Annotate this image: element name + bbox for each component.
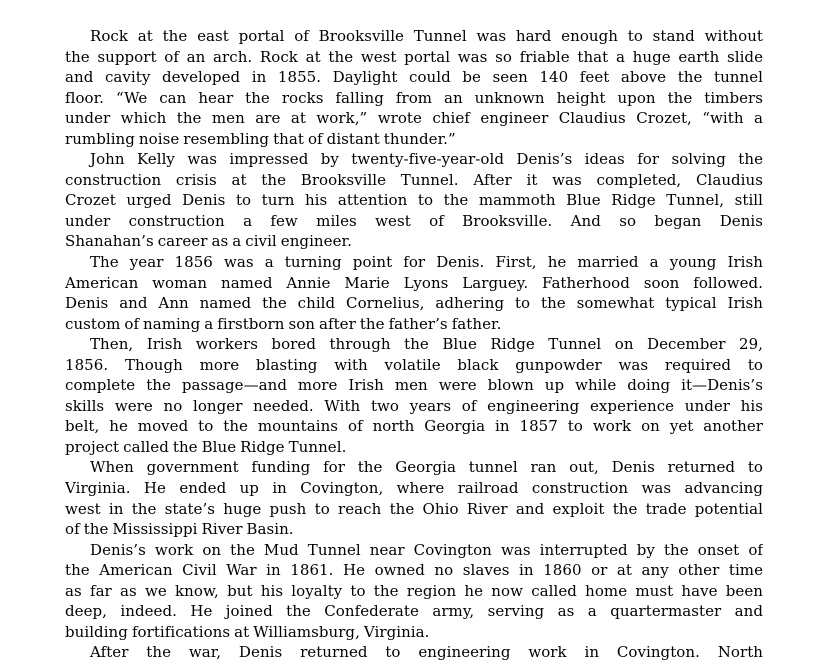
text-line: building fortifications at Williamsburg, Virginia.: [65, 622, 430, 641]
paragraph: [65, 149, 763, 252]
paragraph: [65, 252, 763, 334]
text-line: the American Civil War in 1861. He owned no slaves in 1860 or at any other time: [65, 561, 763, 580]
text-line: John Kelly was impressed by twenty-five-year-old Denis’s ideas for solving the: [90, 150, 763, 169]
text-line: skills were no longer needed. With two years of engineering experience under his: [65, 396, 763, 415]
text-line: Virginia. He ended up in Covington, where railroad construction was advancing: [65, 479, 763, 498]
text-line: deep, indeed. He joined the Confederate army, serving as a quartermaster and: [65, 602, 763, 621]
text-line: Denis’s work on the Mud Tunnel near Covington was interrupted by the onset of: [90, 540, 763, 559]
text-line: under construction a few miles west of Brooksville. And so began Denis: [65, 211, 763, 230]
paragraph: [65, 334, 763, 457]
text-line: construction crisis at the Brooksville Tunnel. After it was completed, Claudius: [65, 170, 763, 189]
text-line: Rock at the east portal of Brooksville Tunnel was hard enough to stand without: [90, 27, 763, 45]
text-line: west in the state’s huge push to reach the Ohio River and exploit the trade potential: [65, 499, 763, 518]
text-line: the support of an arch. Rock at the west portal was so friable that a huge earth slide: [65, 47, 763, 66]
text-line: of the Mississippi River Basin.: [65, 520, 294, 539]
text-line: complete the passage—and more Irish men were blown up while doing it—Denis’s: [65, 376, 763, 395]
text-line: belt, he moved to the mountains of north Georgia in 1857 to work on yet another: [65, 417, 763, 436]
text-line: rumbling noise resembling that of distant thunder.”: [65, 129, 456, 148]
paragraph: [65, 26, 763, 149]
text-line: 1856. Though more blasting with volatile black gunpowder was required to: [65, 355, 763, 374]
text-line: floor. “We can hear the rocks falling from an unknown height upon the timbers: [65, 88, 763, 107]
text-line: project called the Blue Ridge Tunnel.: [65, 437, 347, 456]
text-line: When government funding for the Georgia tunnel ran out, Denis returned to: [90, 458, 763, 477]
text-line: Crozet urged Denis to turn his attention to the mammoth Blue Ridge Tunnel, still: [65, 191, 763, 210]
text-line: Then, Irish workers bored through the Blue Ridge Tunnel on December 29,: [90, 335, 763, 354]
text-block: [65, 26, 763, 663]
text-line: Shanahan’s career as a civil engineer.: [65, 232, 352, 251]
text-line: as far as we know, but his loyalty to the region he now called home must have been: [65, 581, 763, 600]
paragraph: [65, 540, 763, 643]
paragraph: [65, 457, 763, 539]
text-line: Denis and Ann named the child Cornelius, adhering to the somewhat typical Irish: [65, 294, 763, 313]
text-line: custom of naming a firstborn son after the father’s father.: [65, 314, 502, 333]
text-line: The year 1856 was a turning point for Denis. First, he married a young Irish: [90, 253, 763, 272]
text-line: After the war, Denis returned to engineering work in Covington. North: [90, 643, 763, 662]
text-line: American woman named Annie Marie Lyons Larguey. Fatherhood soon followed.: [65, 273, 763, 292]
paragraph: [65, 642, 763, 663]
text-line: and cavity developed in 1855. Daylight could be seen 140 feet above the tunnel: [65, 68, 763, 87]
text-line: under which the men are at work,” wrote chief engineer Claudius Crozet, “with a: [65, 109, 763, 128]
